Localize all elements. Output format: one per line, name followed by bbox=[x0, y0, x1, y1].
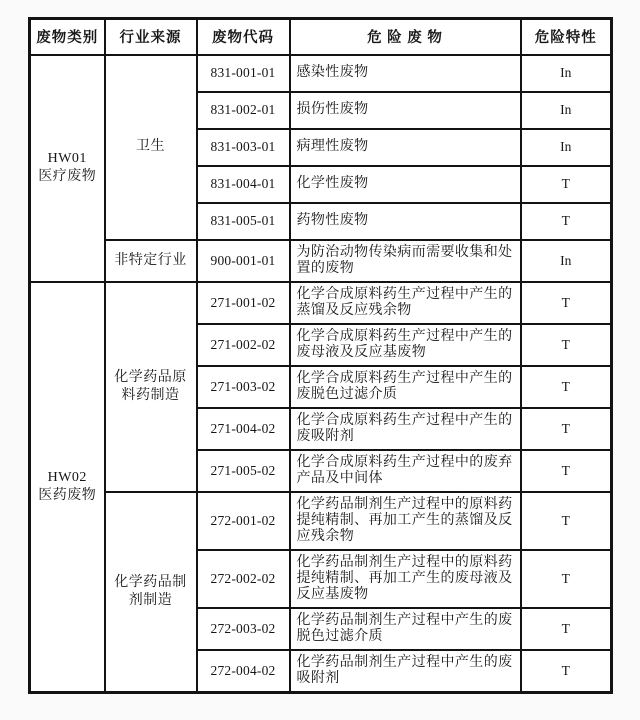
table-row bbox=[30, 240, 612, 282]
waste-category-cell bbox=[30, 282, 105, 693]
column-header-3: 危 险 废 物 bbox=[290, 19, 521, 55]
hazard-characteristic-cell: T bbox=[521, 408, 612, 450]
header-row bbox=[30, 19, 612, 55]
hazard-characteristic-cell: In bbox=[521, 129, 612, 166]
hazardous-waste-name-cell: 病理性废物 bbox=[290, 129, 521, 166]
category-code: HW01 bbox=[47, 151, 87, 166]
category-code: HW02 bbox=[47, 469, 87, 485]
waste-code-cell: 272-002-02 bbox=[197, 550, 290, 608]
hazard-characteristic-cell: T bbox=[521, 203, 612, 240]
hazardous-waste-name-cell: 化学合成原料药生产过程中产生的废母液及反应基废物 bbox=[290, 324, 521, 366]
hazardous-waste-name-cell: 化学合成原料药生产过程中的废弃产品及中间体 bbox=[290, 450, 521, 492]
industry-source-cell: 非特定行业 bbox=[105, 240, 197, 282]
industry-source-cell: 卫生 bbox=[105, 55, 197, 240]
waste-code-cell: 271-002-02 bbox=[197, 324, 290, 366]
waste-code-cell: 831-001-01 bbox=[197, 55, 290, 92]
hazard-characteristic-cell: T bbox=[521, 324, 612, 366]
waste-category-cell bbox=[30, 55, 105, 282]
hazardous-waste-name-cell: 化学合成原料药生产过程中产生的废脱色过滤介质 bbox=[290, 366, 521, 408]
hazardous-waste-table bbox=[28, 17, 613, 694]
table-row bbox=[30, 492, 612, 550]
hazard-characteristic-cell: In bbox=[521, 92, 612, 129]
hazard-characteristic-cell: T bbox=[521, 366, 612, 408]
waste-code-cell: 271-003-02 bbox=[197, 366, 290, 408]
column-header-2: 废物代码 bbox=[197, 19, 290, 55]
column-header-0: 废物类别 bbox=[30, 19, 105, 55]
table-body bbox=[30, 55, 612, 693]
waste-code-cell: 271-001-02 bbox=[197, 282, 290, 324]
waste-code-cell: 831-002-01 bbox=[197, 92, 290, 129]
table-row bbox=[30, 282, 612, 324]
industry-source-cell: 化学药品原料药制造 bbox=[105, 282, 197, 492]
hazardous-waste-name-cell: 化学药品制剂生产过程中的原料药提纯精制、再加工产生的蒸馏及反应残余物 bbox=[290, 492, 521, 550]
hazardous-waste-name-cell: 化学性废物 bbox=[290, 166, 521, 203]
waste-code-cell: 831-003-01 bbox=[197, 129, 290, 166]
category-label: 医药废物 bbox=[38, 487, 97, 503]
category-label: 医疗废物 bbox=[38, 169, 97, 184]
hazardous-waste-table-container bbox=[28, 17, 613, 694]
hazard-characteristic-cell: In bbox=[521, 55, 612, 92]
column-header-4: 危险特性 bbox=[521, 19, 612, 55]
hazard-characteristic-cell: T bbox=[521, 550, 612, 608]
waste-code-cell: 831-005-01 bbox=[197, 203, 290, 240]
hazardous-waste-name-cell: 感染性废物 bbox=[290, 55, 521, 92]
hazard-characteristic-cell: T bbox=[521, 450, 612, 492]
waste-code-cell: 272-004-02 bbox=[197, 650, 290, 693]
hazardous-waste-name-cell: 化学合成原料药生产过程中产生的蒸馏及反应残余物 bbox=[290, 282, 521, 324]
waste-code-cell: 272-001-02 bbox=[197, 492, 290, 550]
hazardous-waste-name-cell: 药物性废物 bbox=[290, 203, 521, 240]
column-header-1: 行业来源 bbox=[105, 19, 197, 55]
hazard-characteristic-cell: T bbox=[521, 608, 612, 650]
hazard-characteristic-cell: T bbox=[521, 166, 612, 203]
waste-code-cell: 271-004-02 bbox=[197, 408, 290, 450]
hazardous-waste-name-cell: 化学合成原料药生产过程中产生的废吸附剂 bbox=[290, 408, 521, 450]
waste-code-cell: 272-003-02 bbox=[197, 608, 290, 650]
industry-source-cell: 化学药品制剂制造 bbox=[105, 492, 197, 693]
hazardous-waste-name-cell: 化学药品制剂生产过程中的原料药提纯精制、再加工产生的废母液及反应基废物 bbox=[290, 550, 521, 608]
waste-code-cell: 271-005-02 bbox=[197, 450, 290, 492]
table-row bbox=[30, 55, 612, 92]
hazardous-waste-name-cell: 为防治动物传染病而需要收集和处置的废物 bbox=[290, 240, 521, 282]
waste-code-cell: 831-004-01 bbox=[197, 166, 290, 203]
waste-code-cell: 900-001-01 bbox=[197, 240, 290, 282]
hazardous-waste-name-cell: 化学药品制剂生产过程中产生的废脱色过滤介质 bbox=[290, 608, 521, 650]
hazard-characteristic-cell: In bbox=[521, 240, 612, 282]
hazardous-waste-name-cell: 化学药品制剂生产过程中产生的废吸附剂 bbox=[290, 650, 521, 693]
hazardous-waste-name-cell: 损伤性废物 bbox=[290, 92, 521, 129]
hazard-characteristic-cell: T bbox=[521, 492, 612, 550]
hazard-characteristic-cell: T bbox=[521, 282, 612, 324]
hazard-characteristic-cell: T bbox=[521, 650, 612, 693]
